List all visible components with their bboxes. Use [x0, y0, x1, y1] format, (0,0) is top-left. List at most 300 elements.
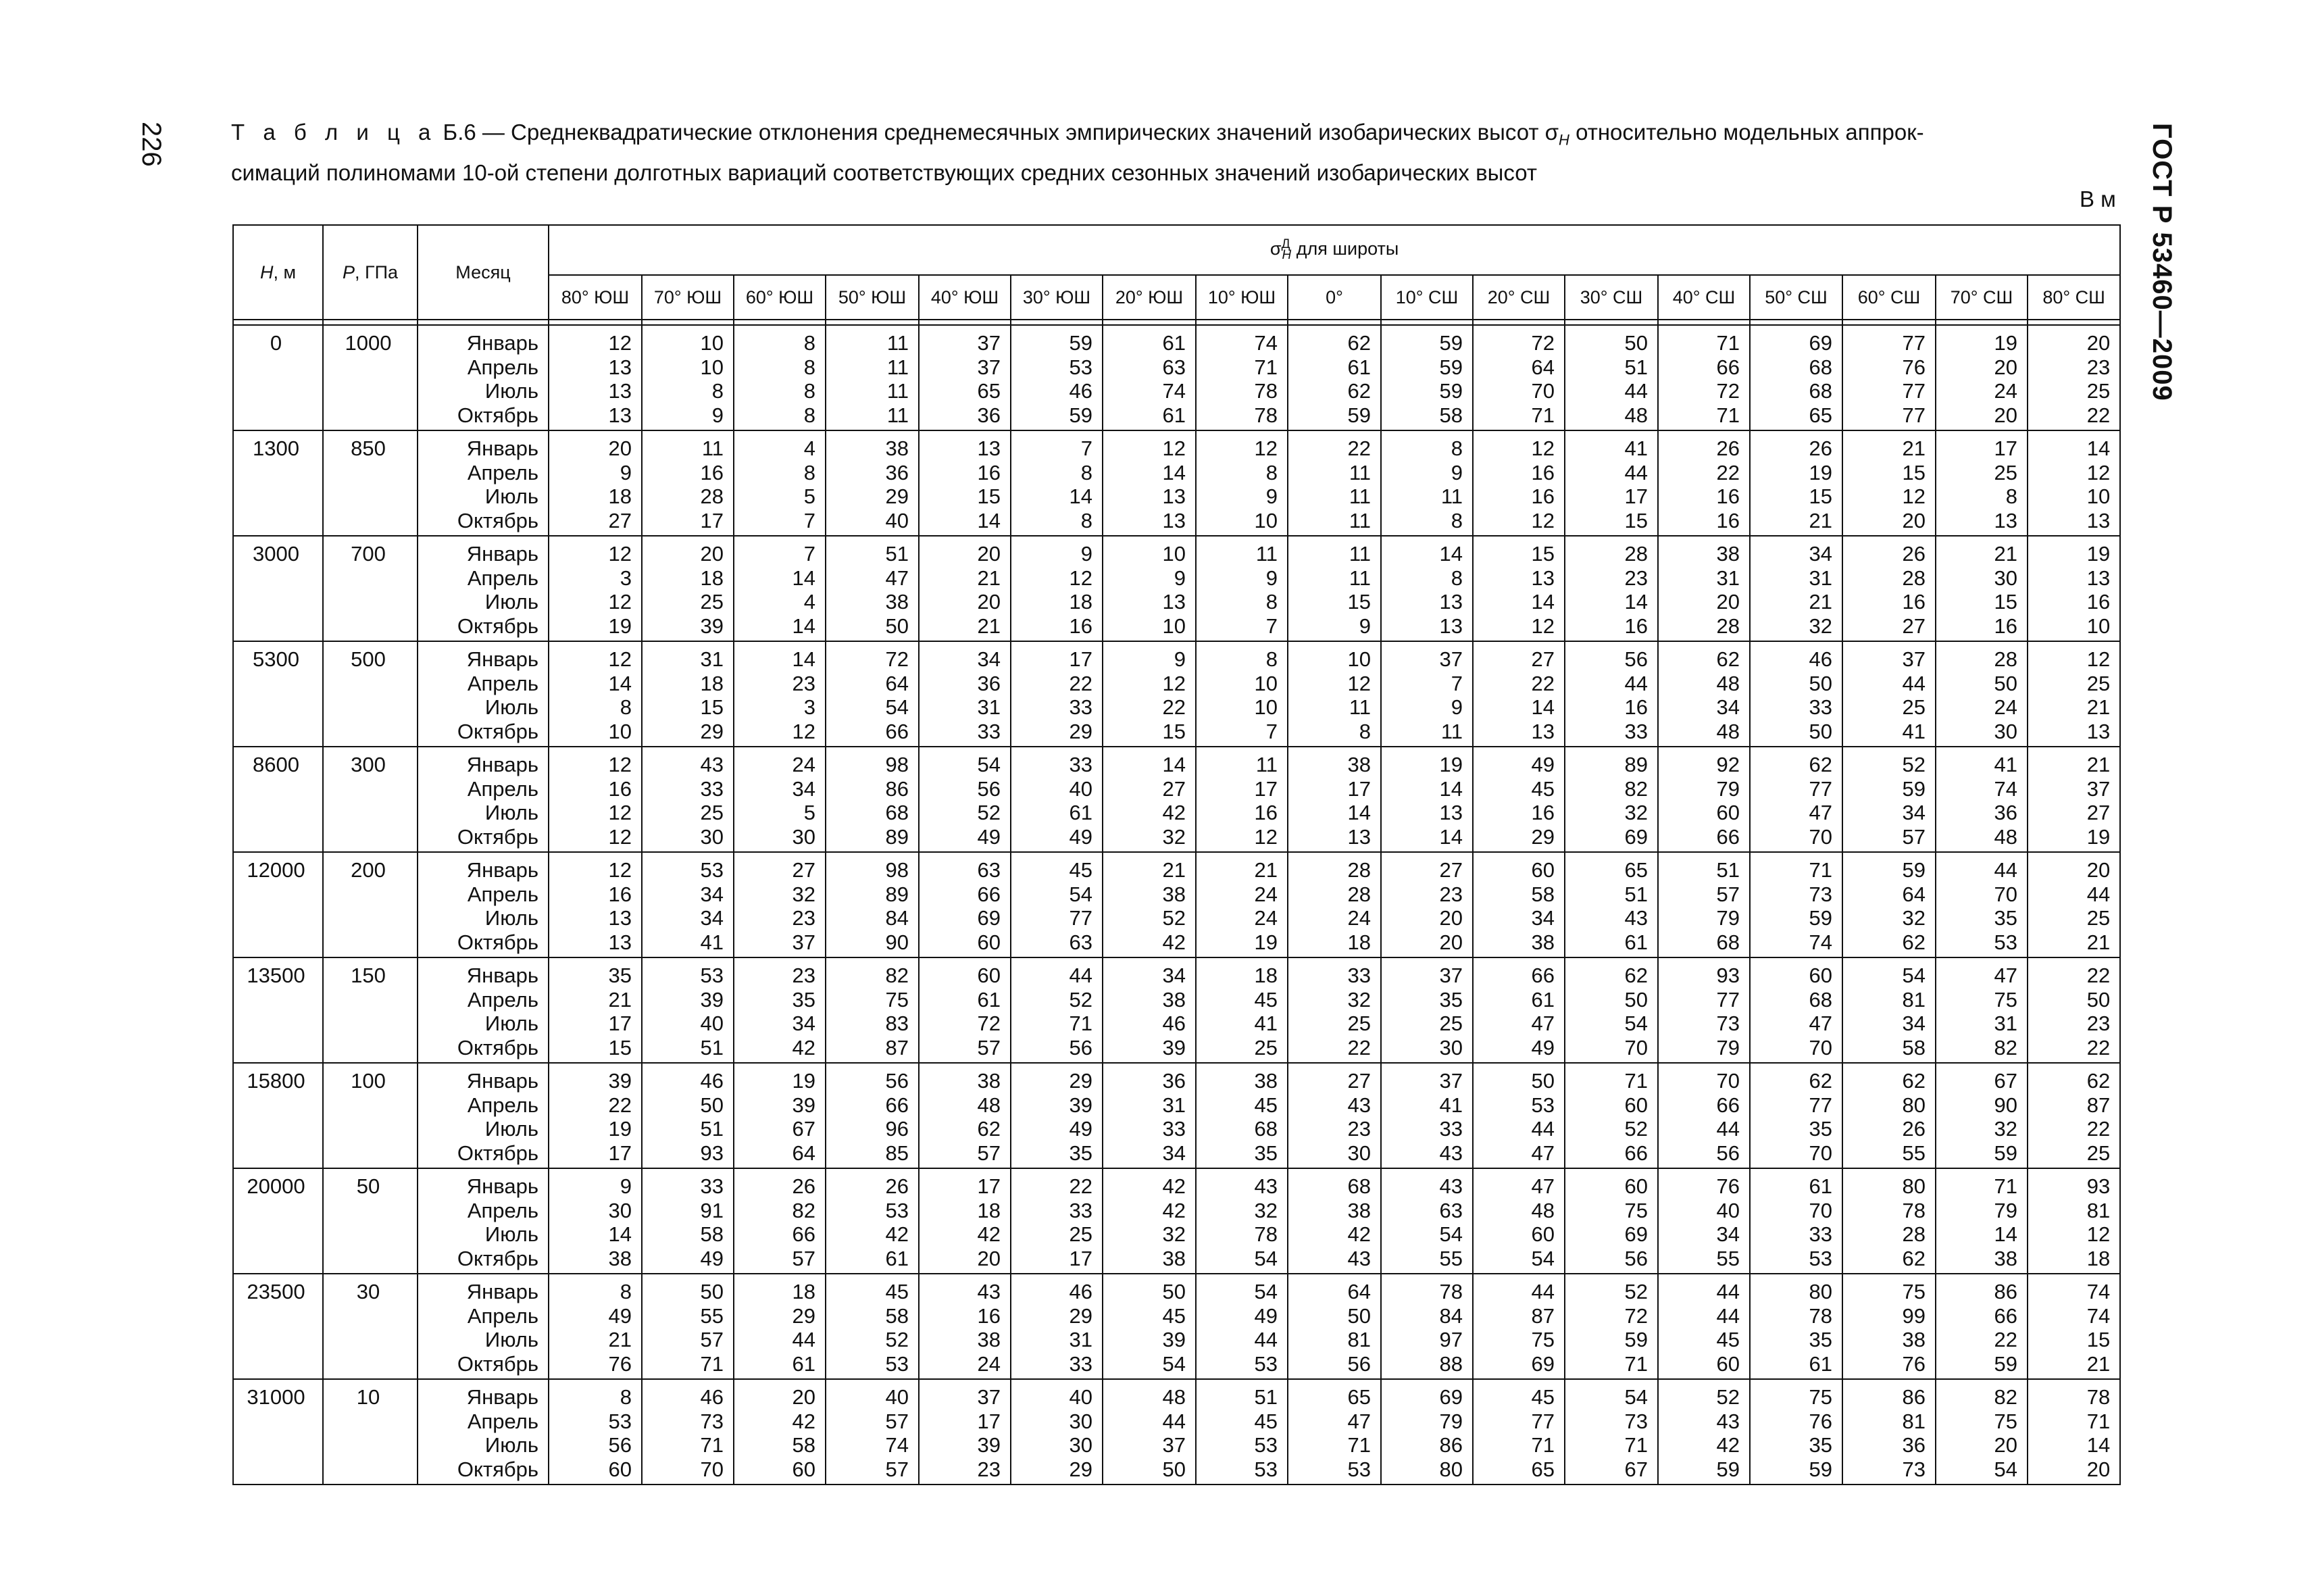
- value-cell: [1936, 852, 2028, 957]
- sigma-value: 78: [1809, 1303, 1832, 1328]
- sigma-value: 12: [608, 858, 632, 882]
- sigma-value: 45: [1254, 1093, 1278, 1117]
- sigma-value: 24: [1254, 882, 1278, 906]
- sigma-value: 9: [620, 460, 632, 484]
- sigma-value: 43: [700, 753, 724, 776]
- sigma-value: 44: [792, 1328, 815, 1351]
- sigma-value: 8: [711, 379, 724, 403]
- sigma-value: 25: [1069, 1222, 1092, 1246]
- value-cell: [1565, 430, 1658, 536]
- value-cell: [1750, 1168, 1842, 1274]
- sigma-value: 31: [1162, 1093, 1186, 1117]
- value-cell: [1103, 852, 1196, 957]
- month-label: Июль: [484, 1433, 538, 1457]
- sigma-value: 65: [977, 379, 1001, 403]
- sigma-value: 74: [885, 1433, 909, 1457]
- sigma-value: 66: [1624, 1141, 1648, 1165]
- sigma-value: 49: [1531, 753, 1555, 776]
- value-cell: [642, 852, 734, 957]
- value-cell: [642, 325, 734, 430]
- sigma-value: 37: [977, 331, 1001, 355]
- value-cell: [734, 747, 826, 852]
- value-cell: [2028, 747, 2120, 852]
- table-caption: [231, 116, 2123, 189]
- sigma-value: 9: [620, 1174, 632, 1198]
- value-cell: [1011, 957, 1103, 1063]
- sigma-value: 7: [803, 542, 815, 566]
- header-pressure: P, ГПа: [323, 225, 418, 320]
- sigma-value: 61: [1162, 331, 1186, 355]
- value-cell: [1565, 536, 1658, 641]
- sigma-value: 18: [1347, 930, 1371, 954]
- value-cell: [1381, 747, 1473, 852]
- caption-line2: симаций полиномами 10-ой степени долготных вариаций соответствующих средних сезонных значений изобарических высот: [231, 159, 1537, 185]
- sigma-value: 56: [1624, 647, 1648, 671]
- value-cell: [549, 957, 642, 1063]
- sigma-value: 77: [1716, 987, 1740, 1012]
- sigma-value: 13: [608, 379, 632, 403]
- sigma-value: 65: [1809, 403, 1832, 427]
- sigma-value: 64: [792, 1141, 815, 1165]
- sigma-value: 8: [1265, 460, 1278, 484]
- sigma-value: 87: [2086, 1093, 2111, 1117]
- sigma-value: 31: [977, 695, 1001, 719]
- table-row: [233, 536, 2120, 641]
- sigma-value: 19: [792, 1069, 815, 1093]
- month-label: Апрель: [467, 671, 538, 695]
- sigma-value: 12: [2086, 460, 2111, 484]
- month-label: Октябрь: [457, 1246, 538, 1270]
- sigma-value: 16: [1069, 614, 1092, 638]
- value-cell: [1750, 747, 1842, 852]
- sigma-value: 44: [2086, 882, 2111, 906]
- sigma-value: 11: [701, 437, 724, 460]
- sigma-value: 11: [1349, 484, 1371, 508]
- sigma-value: 50: [1162, 1280, 1186, 1303]
- sigma-value: 31: [1994, 1012, 2017, 1035]
- sigma-value: 26: [1902, 542, 1926, 566]
- sigma-value: 71: [1624, 1351, 1648, 1376]
- month-label: Апрель: [467, 355, 538, 379]
- sigma-value: 49: [1069, 824, 1092, 849]
- value-cell: [1288, 1168, 1381, 1274]
- value-cell: [826, 325, 919, 430]
- sigma-value: 62: [2086, 1069, 2111, 1093]
- value-cell: [826, 641, 919, 747]
- sigma-value: 58: [885, 1303, 909, 1328]
- sigma-value: 14: [2086, 1433, 2111, 1457]
- sigma-value: 75: [1902, 1280, 1926, 1303]
- sigma-value: 21: [1994, 542, 2017, 566]
- sigma-value: 57: [1716, 882, 1740, 906]
- sigma-value: 67: [1624, 1457, 1648, 1481]
- sigma-value: 47: [1531, 1012, 1555, 1035]
- sigma-value: 11: [1440, 719, 1463, 743]
- sigma-value: 23: [1347, 1117, 1371, 1141]
- value-cell: [1011, 747, 1103, 852]
- sigma-value: 23: [2086, 1012, 2111, 1035]
- sigma-value: 31: [700, 647, 724, 671]
- value-cell: [642, 1274, 734, 1379]
- value-cell: [1842, 1274, 1936, 1379]
- sigma-value: 70: [1809, 1035, 1832, 1059]
- sigma-value: 34: [1531, 906, 1555, 930]
- sigma-value: 50: [1624, 987, 1648, 1012]
- sigma-value: 28: [1902, 1222, 1926, 1246]
- month-cell: [418, 1379, 549, 1485]
- month-label: Январь: [466, 1280, 538, 1303]
- value-cell: [1196, 536, 1288, 641]
- sigma-value: 37: [792, 930, 815, 954]
- sigma-value: 9: [1265, 566, 1278, 590]
- sigma-value: 35: [1809, 1433, 1832, 1457]
- data-table: [232, 224, 2121, 1485]
- sigma-value: 8: [2005, 484, 2017, 508]
- sigma-value: 23: [792, 671, 815, 695]
- sigma-value: 71: [1716, 331, 1740, 355]
- value-cell: [1658, 430, 1750, 536]
- sigma-value: 40: [1069, 776, 1092, 801]
- sigma-value: 50: [1624, 331, 1648, 355]
- sigma-value: 74: [2086, 1303, 2111, 1328]
- value-cell: [1103, 430, 1196, 536]
- sigma-value: 21: [1809, 508, 1832, 532]
- sigma-value: 44: [1902, 671, 1926, 695]
- sigma-value: 12: [1902, 484, 1926, 508]
- value-cell: [1103, 1274, 1196, 1379]
- sigma-value: 10: [1254, 671, 1278, 695]
- sigma-value: 52: [1069, 987, 1092, 1012]
- sigma-value: 22: [1531, 671, 1555, 695]
- sigma-value: 52: [1162, 906, 1186, 930]
- value-cell: [1750, 957, 1842, 1063]
- sigma-value: 21: [1162, 858, 1186, 882]
- sigma-value: 33: [700, 776, 724, 801]
- sigma-value: 45: [1716, 1328, 1740, 1351]
- sigma-value: 52: [1716, 1385, 1740, 1409]
- sigma-value: 34: [1716, 695, 1740, 719]
- sigma-value: 53: [1994, 930, 2017, 954]
- sigma-value: 25: [1254, 1035, 1278, 1059]
- value-cell: [1658, 1274, 1750, 1379]
- sigma-value: 19: [1254, 930, 1278, 954]
- sigma-value: 29: [792, 1303, 815, 1328]
- sigma-value: 48: [1716, 671, 1740, 695]
- sigma-value: 58: [700, 1222, 724, 1246]
- sigma-value: 53: [1809, 1246, 1832, 1270]
- sigma-value: 24: [1347, 906, 1371, 930]
- sigma-value: 8: [620, 1385, 632, 1409]
- value-cell: [1750, 536, 1842, 641]
- sigma-value: 30: [1994, 566, 2017, 590]
- sigma-value: 9: [711, 403, 724, 427]
- value-cell: [1658, 1168, 1750, 1274]
- sigma-value: 60: [1716, 1351, 1740, 1376]
- value-cell: [1381, 430, 1473, 536]
- sigma-value: 26: [792, 1174, 815, 1198]
- sigma-value: 77: [1531, 1409, 1555, 1433]
- sigma-value: 20: [1994, 355, 2017, 379]
- sigma-value: 14: [1439, 824, 1463, 849]
- sigma-value: 50: [1994, 671, 2017, 695]
- sigma-value: 32: [1994, 1117, 2017, 1141]
- sigma-value: 72: [885, 647, 909, 671]
- value-cell: [1103, 957, 1196, 1063]
- sigma-value: 45: [1254, 1409, 1278, 1433]
- value-cell: [1103, 536, 1196, 641]
- sigma-value: 52: [1624, 1280, 1648, 1303]
- sigma-value: 70: [1531, 379, 1555, 403]
- value-cell: [549, 325, 642, 430]
- value-cell: [642, 536, 734, 641]
- sigma-value: 75: [1624, 1198, 1648, 1222]
- sigma-value: 10: [700, 331, 724, 355]
- sigma-value: 50: [1347, 1303, 1371, 1328]
- sigma-value: 39: [608, 1069, 632, 1093]
- sigma-value: 46: [1069, 1280, 1092, 1303]
- sigma-value: 17: [1069, 1246, 1092, 1270]
- sigma-value: 13: [1531, 719, 1555, 743]
- sigma-value: 53: [885, 1351, 909, 1376]
- pressure-cell: 300: [323, 747, 418, 852]
- sigma-value: 29: [700, 719, 724, 743]
- value-cell: [1288, 852, 1381, 957]
- value-cell: [2028, 852, 2120, 957]
- sigma-value: 65: [1624, 858, 1648, 882]
- sigma-value: 58: [1439, 403, 1463, 427]
- value-cell: [826, 1379, 919, 1485]
- value-cell: [2028, 1379, 2120, 1485]
- value-cell: [1936, 325, 2028, 430]
- sigma-value: 68: [885, 801, 909, 824]
- sigma-value: 41: [700, 930, 724, 954]
- sigma-value: 13: [1162, 484, 1186, 508]
- sigma-value: 32: [1162, 1222, 1186, 1246]
- sigma-value: 33: [1347, 964, 1371, 987]
- pressure-cell: 700: [323, 536, 418, 641]
- sigma-value: 59: [1809, 906, 1832, 930]
- sigma-value: 44: [1994, 858, 2017, 882]
- value-cell: [1658, 852, 1750, 957]
- sigma-value: 32: [1162, 824, 1186, 849]
- sigma-value: 76: [1716, 1174, 1740, 1198]
- sigma-value: 10: [2086, 614, 2111, 638]
- pressure-cell: 200: [323, 852, 418, 957]
- header-latitude: 20° ЮШ: [1103, 275, 1196, 320]
- sigma-value: 81: [1902, 987, 1926, 1012]
- sigma-value: 56: [608, 1433, 632, 1457]
- sigma-value: 20: [1439, 930, 1463, 954]
- sigma-value: 60: [1624, 1093, 1648, 1117]
- sigma-value: 14: [1162, 460, 1186, 484]
- sigma-value: 12: [1531, 614, 1555, 638]
- value-cell: [1196, 325, 1288, 430]
- month-cell: [418, 1274, 549, 1379]
- sigma-value: 9: [1451, 695, 1463, 719]
- sigma-value: 35: [608, 964, 632, 987]
- sigma-value: 81: [1902, 1409, 1926, 1433]
- height-cell: 13500: [233, 957, 323, 1063]
- sigma-value: 38: [1716, 542, 1740, 566]
- sigma-value: 21: [2086, 930, 2111, 954]
- value-cell: [642, 641, 734, 747]
- sigma-value: 14: [608, 1222, 632, 1246]
- sigma-value: 12: [608, 590, 632, 614]
- month-label: Октябрь: [457, 930, 538, 954]
- month-label: Апрель: [467, 1093, 538, 1117]
- sigma-value: 42: [977, 1222, 1001, 1246]
- sigma-value: 70: [700, 1457, 724, 1481]
- sigma-value: 43: [1716, 1409, 1740, 1433]
- table-row: [233, 1379, 2120, 1485]
- month-label: Январь: [466, 1069, 538, 1093]
- sigma-value: 68: [1347, 1174, 1371, 1198]
- sigma-value: 73: [1902, 1457, 1926, 1481]
- sigma-value: 33: [1069, 1351, 1092, 1376]
- value-cell: [734, 1274, 826, 1379]
- sigma-value: 13: [608, 906, 632, 930]
- sigma-value: 14: [1531, 590, 1555, 614]
- sigma-value: 27: [792, 858, 815, 882]
- sigma-value: 17: [1069, 647, 1092, 671]
- sigma-value: 28: [700, 484, 724, 508]
- sigma-value: 9: [1265, 484, 1278, 508]
- sigma-value: 11: [1440, 484, 1463, 508]
- value-cell: [1658, 1379, 1750, 1485]
- sigma-value: 74: [1254, 331, 1278, 355]
- sigma-value: 68: [1809, 379, 1832, 403]
- value-cell: [1381, 1063, 1473, 1168]
- sigma-value: 81: [2086, 1198, 2111, 1222]
- sigma-value: 51: [1254, 1385, 1278, 1409]
- value-cell: [1936, 430, 2028, 536]
- sigma-value: 54: [1624, 1012, 1648, 1035]
- value-cell: [1565, 641, 1658, 747]
- sigma-value: 8: [1080, 508, 1092, 532]
- sigma-value: 18: [1069, 590, 1092, 614]
- sigma-value: 26: [1902, 1117, 1926, 1141]
- sigma-value: 59: [1069, 331, 1092, 355]
- month-label: Январь: [466, 437, 538, 460]
- sigma-value: 72: [1716, 379, 1740, 403]
- sigma-value: 35: [1809, 1328, 1832, 1351]
- value-cell: [919, 536, 1011, 641]
- value-cell: [1011, 1168, 1103, 1274]
- sigma-value: 30: [700, 824, 724, 849]
- value-cell: [734, 1168, 826, 1274]
- sigma-value: 48: [1994, 824, 2017, 849]
- month-label: Апрель: [467, 566, 538, 590]
- month-label: Январь: [466, 647, 538, 671]
- value-cell: [1936, 747, 2028, 852]
- value-cell: [642, 1168, 734, 1274]
- sigma-value: 41: [1902, 719, 1926, 743]
- sigma-value: 54: [1902, 964, 1926, 987]
- sigma-value: 15: [1994, 590, 2017, 614]
- sigma-value: 33: [1809, 1222, 1832, 1246]
- sigma-value: 37: [1162, 1433, 1186, 1457]
- sigma-value: 20: [1716, 590, 1740, 614]
- sigma-value: 38: [1162, 1246, 1186, 1270]
- sigma-value: 8: [803, 355, 815, 379]
- table-row: [233, 1274, 2120, 1379]
- sigma-value: 21: [977, 566, 1001, 590]
- sigma-value: 42: [1162, 1174, 1186, 1198]
- month-label: Январь: [466, 1385, 538, 1409]
- sigma-value: 11: [1255, 753, 1278, 776]
- sigma-value: 12: [1254, 824, 1278, 849]
- sigma-value: 42: [1162, 801, 1186, 824]
- sigma-value: 55: [1716, 1246, 1740, 1270]
- sigma-value: 11: [886, 331, 909, 355]
- sigma-value: 84: [885, 906, 909, 930]
- sigma-value: 53: [1069, 355, 1092, 379]
- sigma-value: 10: [700, 355, 724, 379]
- sigma-value: 61: [1809, 1351, 1832, 1376]
- sigma-value: 14: [1347, 801, 1371, 824]
- sigma-value: 56: [977, 776, 1001, 801]
- sigma-value: 77: [1902, 403, 1926, 427]
- value-cell: [826, 1063, 919, 1168]
- sigma-value: 40: [1716, 1198, 1740, 1222]
- value-cell: [1842, 430, 1936, 536]
- sigma-value: 25: [2086, 379, 2111, 403]
- sigma-value: 20: [977, 542, 1001, 566]
- sigma-value: 36: [977, 671, 1001, 695]
- sigma-value: 54: [977, 753, 1001, 776]
- sigma-value: 62: [1902, 1069, 1926, 1093]
- sigma-value: 12: [1162, 437, 1186, 460]
- sigma-value: 11: [1349, 508, 1371, 532]
- sigma-value: 71: [1254, 355, 1278, 379]
- sigma-value: 3: [620, 566, 632, 590]
- sigma-value: 51: [700, 1035, 724, 1059]
- month-label: Октябрь: [457, 1351, 538, 1376]
- sigma-value: 28: [1624, 542, 1648, 566]
- table-row: [233, 1168, 2120, 1274]
- month-label: Апрель: [467, 1198, 538, 1222]
- sigma-value: 53: [1347, 1457, 1371, 1481]
- sigma-value: 37: [2086, 776, 2111, 801]
- sigma-value: 61: [885, 1246, 909, 1270]
- sigma-value: 39: [977, 1433, 1001, 1457]
- value-cell: [2028, 430, 2120, 536]
- value-cell: [1103, 1168, 1196, 1274]
- value-cell: [1565, 957, 1658, 1063]
- sigma-value: 26: [1809, 437, 1832, 460]
- sigma-value: 61: [1624, 930, 1648, 954]
- sigma-value: 12: [608, 801, 632, 824]
- value-cell: [1936, 1063, 2028, 1168]
- sigma-value: 13: [608, 355, 632, 379]
- value-cell: [549, 430, 642, 536]
- sigma-value: 5: [803, 484, 815, 508]
- sigma-value: 80: [1809, 1280, 1832, 1303]
- sigma-value: 57: [977, 1035, 1001, 1059]
- value-cell: [1473, 641, 1565, 747]
- sigma-value: 39: [700, 614, 724, 638]
- sigma-value: 38: [885, 590, 909, 614]
- sigma-value: 26: [1716, 437, 1740, 460]
- sigma-value: 11: [1255, 542, 1278, 566]
- month-label: Октябрь: [457, 1141, 538, 1165]
- sigma-value: 46: [700, 1069, 724, 1093]
- sigma-value: 28: [1347, 858, 1371, 882]
- sigma-value: 39: [792, 1093, 815, 1117]
- sigma-value: 59: [1902, 776, 1926, 801]
- value-cell: [1011, 325, 1103, 430]
- sigma-value: 43: [1254, 1174, 1278, 1198]
